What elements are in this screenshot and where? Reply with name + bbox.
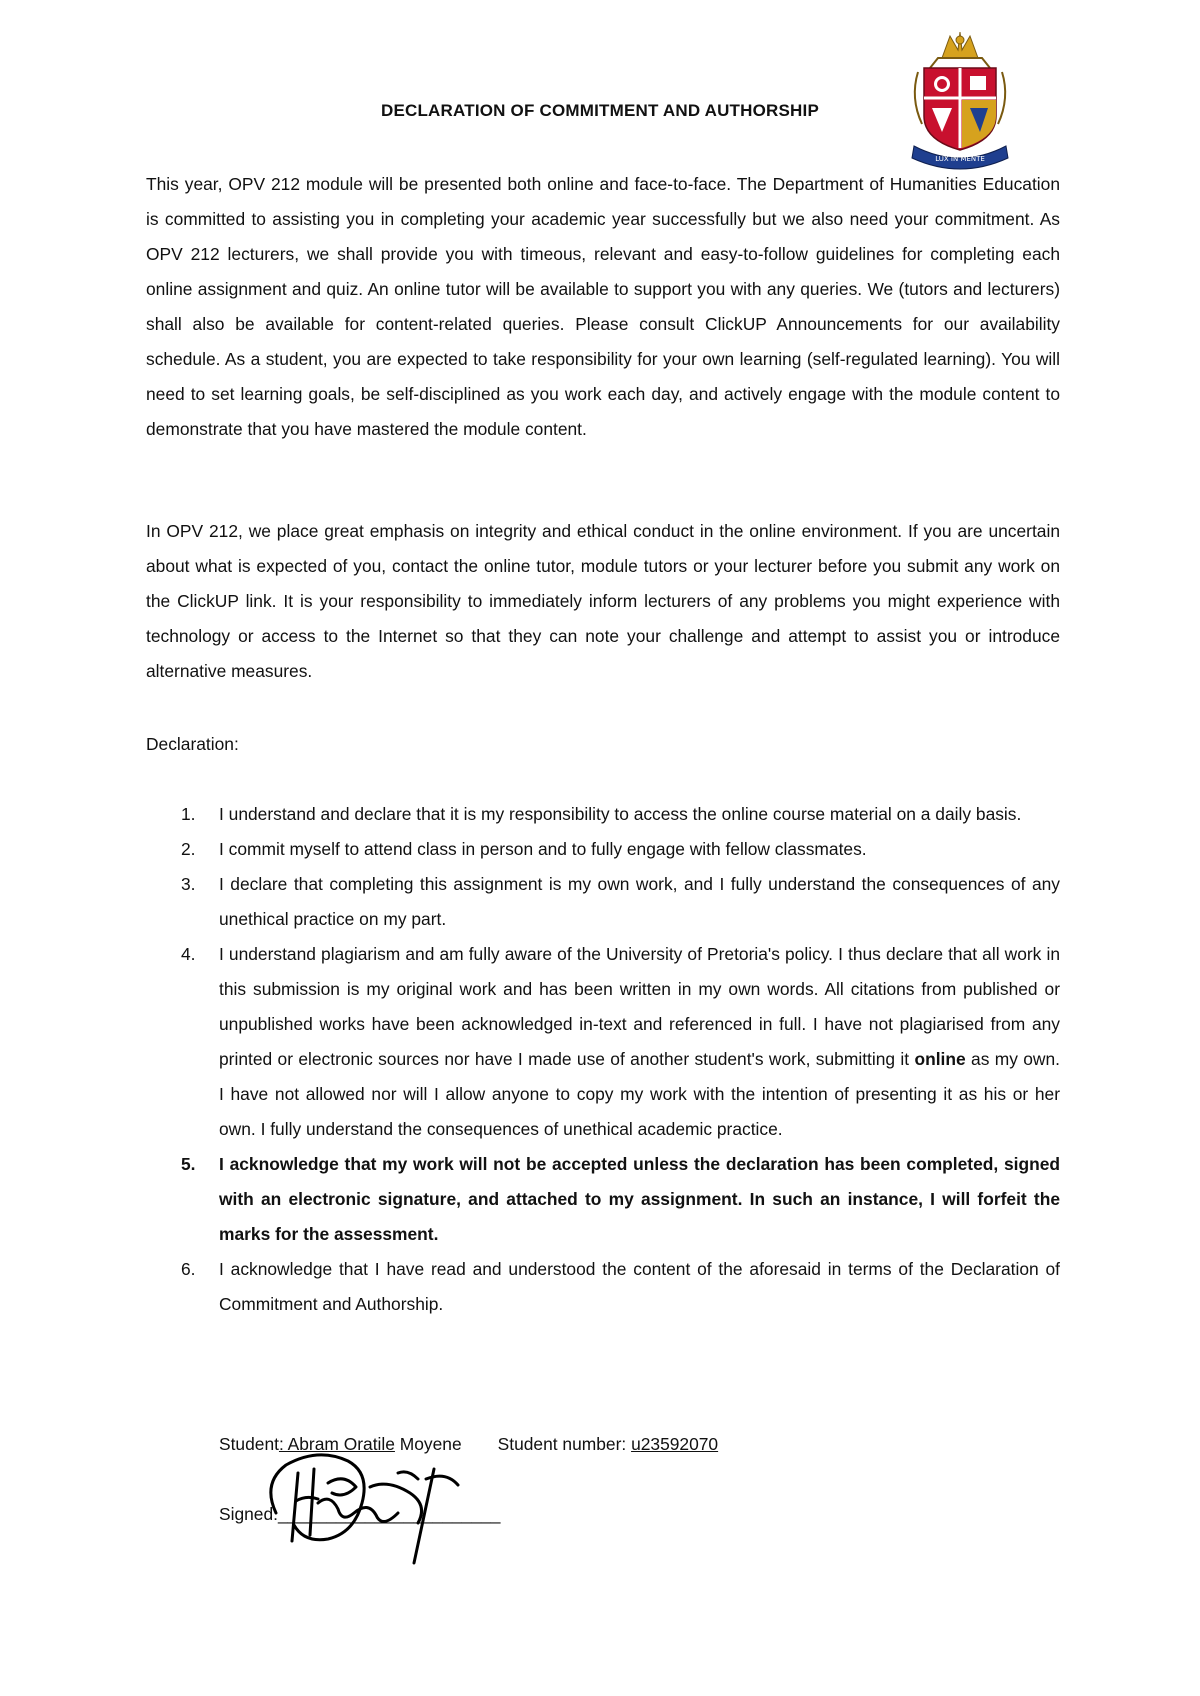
- student-number-label: Student number:: [497, 1434, 632, 1454]
- signature-blank: :_______________________: [273, 1504, 501, 1524]
- item-text: as my own. I have not allowed nor will I allow anyone to copy my work with the intention of presenting it as his or her own. I fully understand the consequences of unethical academic practice.: [219, 1049, 1060, 1139]
- declaration-label: Declaration:: [146, 734, 239, 754]
- item-number: 2.: [181, 839, 196, 859]
- intro-paragraph: This year, OPV 212 module will be presented both online and face-to-face. The Department of Humanities Education is committed to assisting you in completing your academic year successfully but we also need your commitment. As OPV 212 lecturers, we shall provide you with timeous, relevant and easy-to-follow guidelines for completing each online assignment and quiz. An online tutor will be available to support you with any queries. We (tutors and lecturers) shall also be available for content-related queries. Please consult ClickUP Announcements for our availability schedule. As a student, you are expected to take responsibility for your own learning (self-regulated learning). You will need to set learning goals, be self-disciplined as you work each day, and actively engage with the module content to demonstrate that you have mastered the module content.: [146, 174, 1060, 439]
- item-text: I understand plagiarism and am fully aware of the University of Pretoria's policy. I thus declare that all work in this submission is my original work and has been written in my own words. All citations from published or unpublished works have been acknowledged in-text and referenced in full. I have not plagiarised from any printed or electronic sources nor have I made use of another student's work, submitting it: [219, 944, 1060, 1069]
- university-crest-icon: [900, 28, 1020, 170]
- crest-motto: LUX IN MENTE: [935, 155, 985, 163]
- page-title: DECLARATION OF COMMITMENT AND AUTHORSHIP: [380, 101, 819, 120]
- integrity-paragraph: In OPV 212, we place great emphasis on integrity and ethical conduct in the online environment. If you are uncertain about what is expected of you, contact the online tutor, module tutors or your lecturer before you submit any work on the ClickUP link. It is your responsibility to immediately inform lecturers of any problems you might experience with technology or access to the Internet so that they can note your challenge and attempt to assist you or introduce alternative measures.: [146, 521, 1060, 681]
- item-text: I understand and declare that it is my responsibility to access the online course material on a daily basis.: [219, 804, 1022, 824]
- student-name: : Abram Oratile: [278, 1434, 395, 1454]
- student-surname: Moyene: [394, 1434, 462, 1454]
- item-number: 4.: [181, 944, 196, 964]
- list-item: [146, 1147, 1060, 1252]
- list-item: [146, 797, 1060, 832]
- declaration-list: [146, 797, 1060, 1322]
- item-text: I acknowledge that my work will not be accepted unless the declaration has been completed, signed with an electronic signature, and attached to my assignment. In such an instance, I will forfeit the marks for the assessment.: [219, 1154, 1060, 1244]
- item-text: I acknowledge that I have read and understood the content of the aforesaid in terms of the Declaration of Commitment and Authorship.: [219, 1259, 1060, 1314]
- list-item: [146, 937, 1060, 1147]
- list-item: [146, 867, 1060, 937]
- item-text: I declare that completing this assignment is my own work, and I fully understand the consequences of any unethical practice on my part.: [219, 874, 1060, 929]
- item-number: 5.: [181, 1154, 196, 1174]
- item-text-bold: online: [914, 1049, 966, 1069]
- student-label: Student: [219, 1434, 279, 1454]
- student-number: u23592070: [631, 1434, 719, 1454]
- item-text: I commit myself to attend class in person and to fully engage with fellow classmates.: [219, 839, 867, 859]
- item-number: 1.: [181, 804, 196, 824]
- item-number: 3.: [181, 874, 196, 894]
- signed-label: Signed: [219, 1504, 274, 1524]
- signature-icon: [258, 1443, 483, 1568]
- list-item: [146, 832, 1060, 867]
- list-item: [146, 1252, 1060, 1322]
- item-number: 6.: [181, 1259, 196, 1279]
